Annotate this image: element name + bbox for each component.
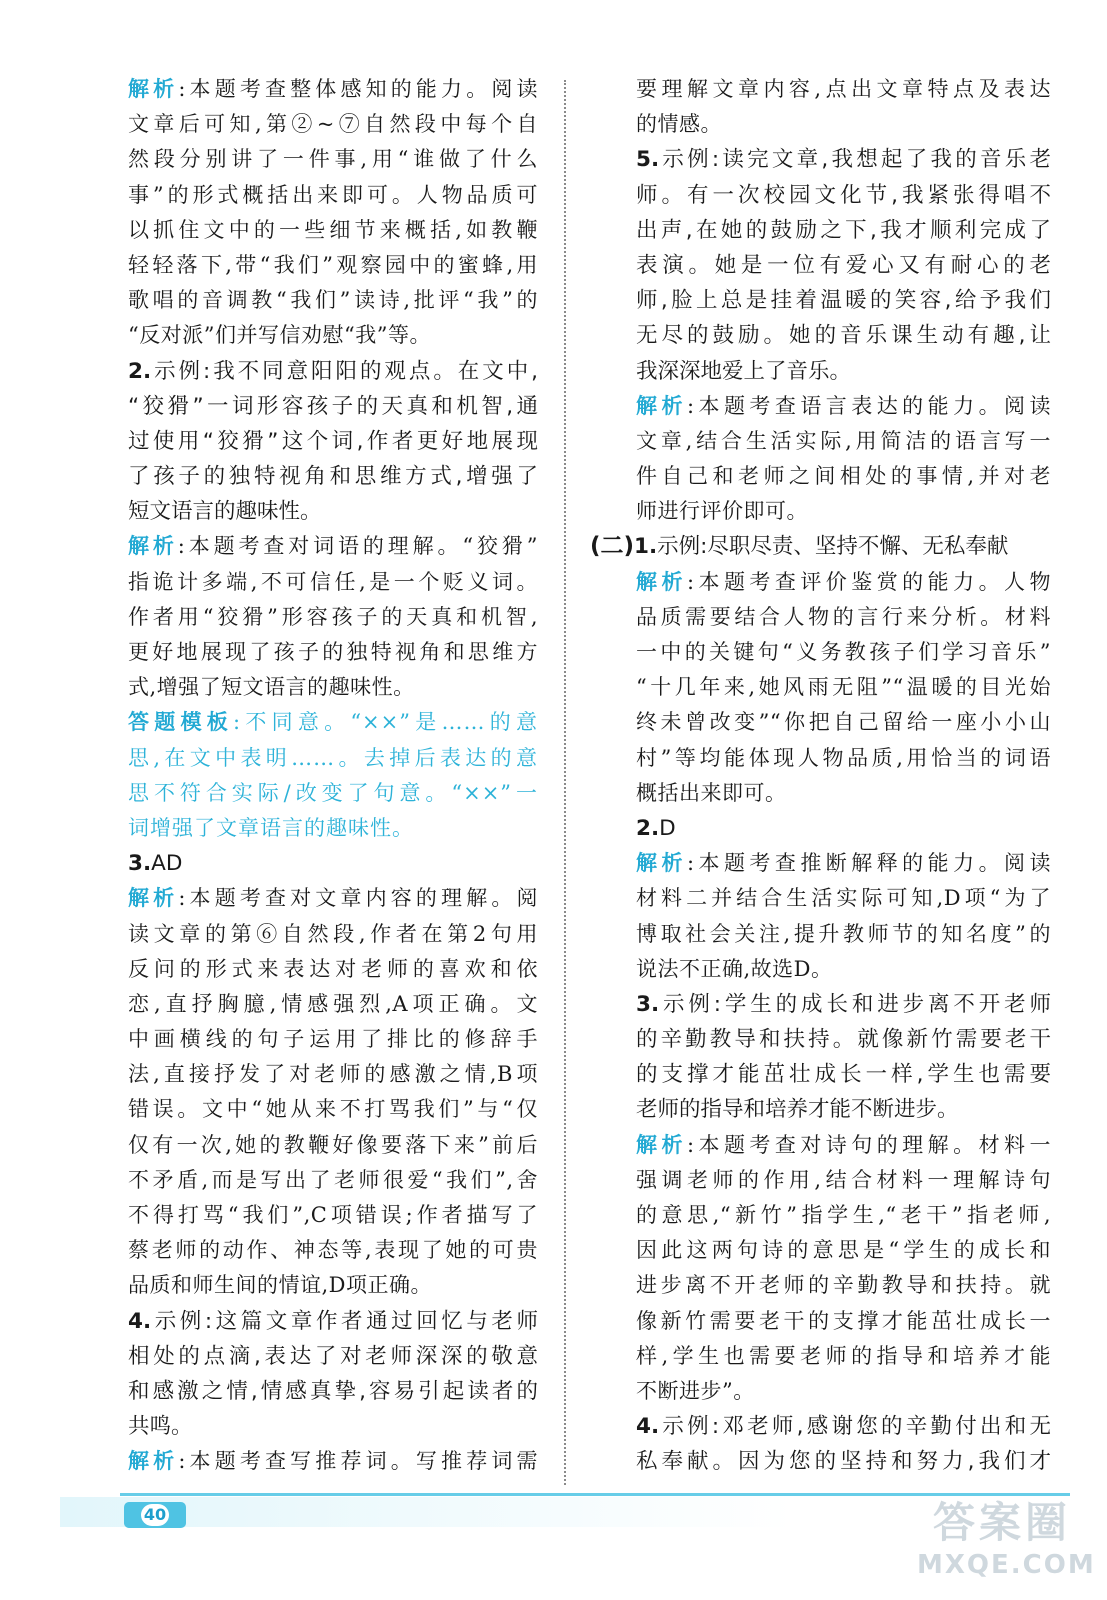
text-line — [128, 1339, 538, 1374]
line-text: 仅有一次,她的教鞭好像要落下来”前后 — [128, 1132, 538, 1157]
line-text: 文章后可知,第②~⑦自然段中每个自 — [128, 112, 538, 137]
text-line — [636, 1163, 1051, 1198]
text-line — [636, 1268, 1051, 1303]
line-text: 事”的形式概括出来即可。人物品质可 — [128, 182, 538, 207]
line-text: :本题考查整体感知的能力。阅读 — [178, 77, 538, 101]
line-text: 示例:这篇文章作者通过回忆与老师 — [151, 1308, 538, 1334]
line-text: 作者用“狡猾”形容孩子的天真和机智, — [128, 604, 538, 629]
text-line — [128, 741, 538, 776]
line-text: AD — [151, 851, 183, 877]
text-line — [128, 1233, 538, 1268]
line-text: 蔡老师的动作、神态等,表现了她的可贵 — [128, 1238, 538, 1263]
text-line — [636, 1233, 1051, 1268]
line-text: 的意思,“新竹”指学生,“老干”指老师, — [636, 1203, 1051, 1227]
text-line — [636, 72, 1051, 107]
text-line — [636, 318, 1051, 353]
text-line — [128, 705, 538, 740]
line-text: 表演。她是一位有爱心又有耐心的老 — [636, 252, 1051, 278]
column-divider — [564, 80, 566, 1485]
text-line — [128, 1198, 538, 1233]
text-line — [636, 178, 1051, 213]
text-line — [636, 494, 1051, 529]
text-line — [636, 213, 1051, 248]
line-text: 共鸣。 — [128, 1414, 193, 1440]
text-line — [128, 846, 538, 881]
text-line — [128, 1304, 538, 1339]
text-line — [636, 741, 1051, 776]
page-number: 40 — [141, 1504, 169, 1526]
line-text: 师,脸上总是挂着温暖的笑容,给予我们 — [636, 288, 1051, 314]
line-text: D — [659, 815, 676, 841]
line-text: 不矛盾,而是写出了老师很爱“我们”,舍 — [128, 1167, 538, 1192]
line-text: “反对派”们并写信劝慰“我”等。 — [128, 323, 431, 348]
text-line — [636, 1304, 1051, 1339]
text-line — [636, 1339, 1051, 1374]
line-text: :本题考查写推荐词。写推荐词需 — [178, 1449, 538, 1474]
line-text: 式,增强了短文语言的趣味性。 — [128, 675, 415, 700]
text-line — [636, 1198, 1051, 1233]
text-line — [636, 565, 1051, 600]
text-line — [636, 1022, 1051, 1057]
question-number: 4. — [128, 1308, 152, 1334]
line-text: 歌唱的音调教“我们”读诗,批评“我”的 — [128, 288, 538, 313]
line-text: 因此这两句诗的意思是“学生的成长和 — [636, 1238, 1051, 1263]
analysis-label: 解析 — [128, 886, 179, 911]
question-number: 2. — [636, 815, 660, 841]
question-number: 2. — [128, 358, 152, 384]
right-column — [590, 72, 1051, 1480]
line-text: 错误。文中“她从来不打骂我们”与“仅 — [128, 1097, 538, 1122]
line-text: 词增强了文章语言的趣味性。 — [128, 815, 414, 840]
text-line — [636, 811, 1051, 846]
line-text: 短文语言的趣味性。 — [128, 499, 322, 525]
line-text: 件自己和老师之间相处的事情,并对老 — [636, 464, 1051, 489]
line-text: 法,直接抒发了对老师的感激之情,B项 — [128, 1062, 538, 1087]
line-text: :本题考查对文章内容的理解。阅 — [178, 886, 538, 911]
line-text: :不同意。“××”是……的意 — [233, 710, 538, 735]
line-text: 的情感。 — [636, 112, 722, 137]
analysis-label: 解析 — [128, 77, 179, 101]
line-text: 和感激之情,情感真挚,容易引起读者的 — [128, 1378, 538, 1404]
text-line — [128, 354, 538, 389]
analysis-label: 解析 — [128, 1449, 179, 1474]
line-text: 像新竹需要老干的支撑才能茁壮成长一 — [636, 1308, 1051, 1333]
text-line — [636, 846, 1051, 881]
text-line — [128, 529, 538, 564]
line-text: 不得打骂“我们”,C项错误;作者描写了 — [128, 1203, 538, 1227]
text-line — [128, 318, 538, 353]
left-column — [128, 72, 538, 1480]
text-line — [128, 635, 538, 670]
text-line — [636, 389, 1051, 424]
text-line — [636, 952, 1051, 987]
line-text: 村”等均能体现人物品质,用恰当的词语 — [636, 745, 1051, 770]
text-line — [636, 459, 1051, 494]
section-marker: (二) — [590, 533, 635, 560]
line-text: :本题考查推断解释的能力。阅读 — [686, 851, 1051, 876]
line-text: 无尽的鼓励。她的音乐课生动有趣,让 — [636, 323, 1051, 349]
line-text: 了孩子的独特视角和思维方式,增强了 — [128, 464, 538, 490]
text-line — [128, 248, 538, 283]
text-line — [636, 670, 1051, 705]
line-text: “十几年来,她风雨无阻”“温暖的目光始 — [636, 675, 1051, 700]
question-number: 3. — [128, 851, 152, 877]
text-line — [636, 1409, 1051, 1444]
text-line — [636, 1092, 1051, 1127]
text-line — [636, 1057, 1051, 1092]
text-line — [590, 529, 1051, 564]
line-text: 不断进步”。 — [636, 1378, 755, 1403]
text-line — [636, 635, 1051, 670]
text-line — [128, 565, 538, 600]
text-line — [636, 1374, 1051, 1409]
text-line — [128, 1128, 538, 1163]
text-line — [636, 107, 1051, 142]
question-number: 3. — [636, 991, 660, 1017]
line-text: 反问的形式来表达对老师的喜欢和依 — [128, 956, 538, 981]
line-text: 师。有一次校园文化节,我紧张得唱不 — [636, 182, 1051, 208]
line-text: 材料二并结合生活实际可知,D项“为了 — [636, 886, 1051, 911]
line-text: 进步离不开老师的辛勤教导和扶持。就 — [636, 1273, 1051, 1298]
text-line — [128, 72, 538, 107]
text-line — [128, 952, 538, 987]
text-line — [128, 213, 538, 248]
watermark-logo — [917, 1498, 1096, 1596]
line-text: :本题考查语言表达的能力。阅读 — [686, 393, 1051, 418]
text-line — [128, 776, 538, 811]
text-line — [636, 1444, 1051, 1479]
text-line — [128, 811, 538, 846]
text-line — [636, 354, 1051, 389]
line-text: 的支撑才能茁壮成长一样,学生也需要 — [636, 1062, 1051, 1088]
line-text: :本题考查对词语的理解。“狡猾” — [177, 534, 538, 559]
analysis-label: 解析 — [636, 569, 687, 594]
text-line — [128, 881, 538, 916]
text-line — [128, 142, 538, 177]
line-text: 思不符合实际/改变了句意。“××”一 — [128, 780, 538, 805]
text-line — [636, 705, 1051, 740]
text-line — [128, 600, 538, 635]
text-line — [128, 987, 538, 1022]
text-line — [128, 178, 538, 213]
analysis-label: 答题模板 — [128, 710, 233, 735]
line-text: 思,在文中表明……。去掉后表达的意 — [128, 745, 538, 770]
line-text: 老师的指导和培养才能不断进步。 — [636, 1097, 959, 1123]
text-line — [128, 389, 538, 424]
text-line — [128, 424, 538, 459]
text-line — [636, 424, 1051, 459]
text-line — [636, 776, 1051, 811]
text-line — [128, 1444, 538, 1479]
line-text: 强调老师的作用,结合材料一理解诗句 — [636, 1167, 1051, 1192]
line-text: 我深深地爱上了音乐。 — [636, 358, 852, 384]
footer-rule — [120, 1493, 1070, 1496]
text-line — [128, 917, 538, 952]
line-text: 博取社会关注,提升教师节的知名度”的 — [636, 921, 1051, 946]
line-text: 示例:学生的成长和进步离不开老师 — [659, 991, 1051, 1017]
line-text: :本题考查对诗句的理解。材料一 — [686, 1132, 1051, 1157]
line-text: 的辛勤教导和扶持。就像新竹需要老干 — [636, 1027, 1051, 1053]
text-line — [636, 142, 1051, 177]
text-line — [636, 881, 1051, 916]
line-text: 要理解文章内容,点出文章特点及表达 — [636, 77, 1051, 101]
page-number-badge — [124, 1502, 186, 1528]
text-line — [128, 459, 538, 494]
text-line — [636, 987, 1051, 1022]
text-line — [636, 917, 1051, 952]
line-text: 指诡计多端,不可信任,是一个贬义词。 — [128, 569, 538, 594]
line-text: 恋,直抒胸臆,情感强烈,A项正确。文 — [128, 991, 538, 1016]
text-line — [128, 670, 538, 705]
text-line — [128, 1268, 538, 1303]
line-text: 说法不正确,故选D。 — [636, 956, 833, 981]
watermark-url: MXQE.COM — [917, 1550, 1096, 1580]
text-line — [128, 1409, 538, 1444]
text-line — [128, 494, 538, 529]
text-line — [636, 283, 1051, 318]
text-line — [128, 107, 538, 142]
line-text: 然段分别讲了一件事,用“谁做了什么 — [128, 147, 538, 172]
text-line — [128, 1057, 538, 1092]
line-text: 示例:尽职尽责、坚持不懈、无私奉献 — [657, 534, 1009, 560]
line-text: 出声,在她的鼓励之下,我才顺利完成了 — [636, 217, 1051, 243]
line-text: 轻轻落下,带“我们”观察园中的蜜蜂,用 — [128, 252, 538, 277]
line-text: 示例:我不同意阳阳的观点。在文中, — [151, 358, 538, 384]
text-line — [128, 1022, 538, 1057]
text-line — [128, 1163, 538, 1198]
line-text: 示例:邓老师,感谢您的辛勤付出和无 — [659, 1414, 1051, 1440]
analysis-label: 解析 — [636, 1132, 687, 1157]
line-text: 读文章的第⑥自然段,作者在第2句用 — [128, 921, 538, 946]
text-line — [128, 1092, 538, 1127]
line-text: 相处的点滴,表达了对老师深深的敬意 — [128, 1343, 538, 1369]
analysis-label: 解析 — [128, 534, 178, 559]
question-number: 5. — [636, 147, 660, 173]
watermark-text: 答案圈 — [932, 1498, 1071, 1547]
line-text: 概括出来即可。 — [636, 780, 787, 805]
line-text: 示例:读完文章,我想起了我的音乐老 — [659, 147, 1051, 173]
line-text: 品质和师生间的情谊,D项正确。 — [128, 1273, 433, 1298]
question-number: 4. — [636, 1414, 660, 1440]
text-line — [128, 283, 538, 318]
line-text: :本题考查评价鉴赏的能力。人物 — [686, 569, 1051, 594]
line-text: 一中的关键句“义务教孩子们学习音乐” — [636, 640, 1051, 664]
line-text: 品质需要结合人物的言行来分析。材料 — [636, 604, 1051, 629]
text-line — [636, 248, 1051, 283]
line-text: 中画横线的句子运用了排比的修辞手 — [128, 1027, 538, 1052]
line-text: “狡猾”一词形容孩子的天真和机智,通 — [128, 393, 538, 419]
text-line — [636, 1128, 1051, 1163]
line-text: 师进行评价即可。 — [636, 499, 808, 524]
line-text: 以抓住文中的一些细节来概括,如教鞭 — [128, 217, 538, 242]
text-line — [636, 600, 1051, 635]
text-line — [128, 1374, 538, 1409]
analysis-label: 解析 — [636, 393, 687, 418]
line-text: 终未曾改变”“你把自己留给一座小小山 — [636, 710, 1051, 735]
line-text: 过使用“狡猾”这个词,作者更好地展现 — [128, 428, 538, 454]
line-text: 样,学生也需要老师的指导和培养才能 — [636, 1343, 1051, 1368]
line-text: 私奉献。因为您的坚持和努力,我们才 — [636, 1449, 1051, 1475]
analysis-label: 解析 — [636, 851, 687, 876]
line-text: 更好地展现了孩子的独特视角和思维方 — [128, 640, 538, 664]
question-number: 1. — [634, 534, 658, 560]
line-text: 文章,结合生活实际,用简洁的语言写一 — [636, 428, 1051, 453]
